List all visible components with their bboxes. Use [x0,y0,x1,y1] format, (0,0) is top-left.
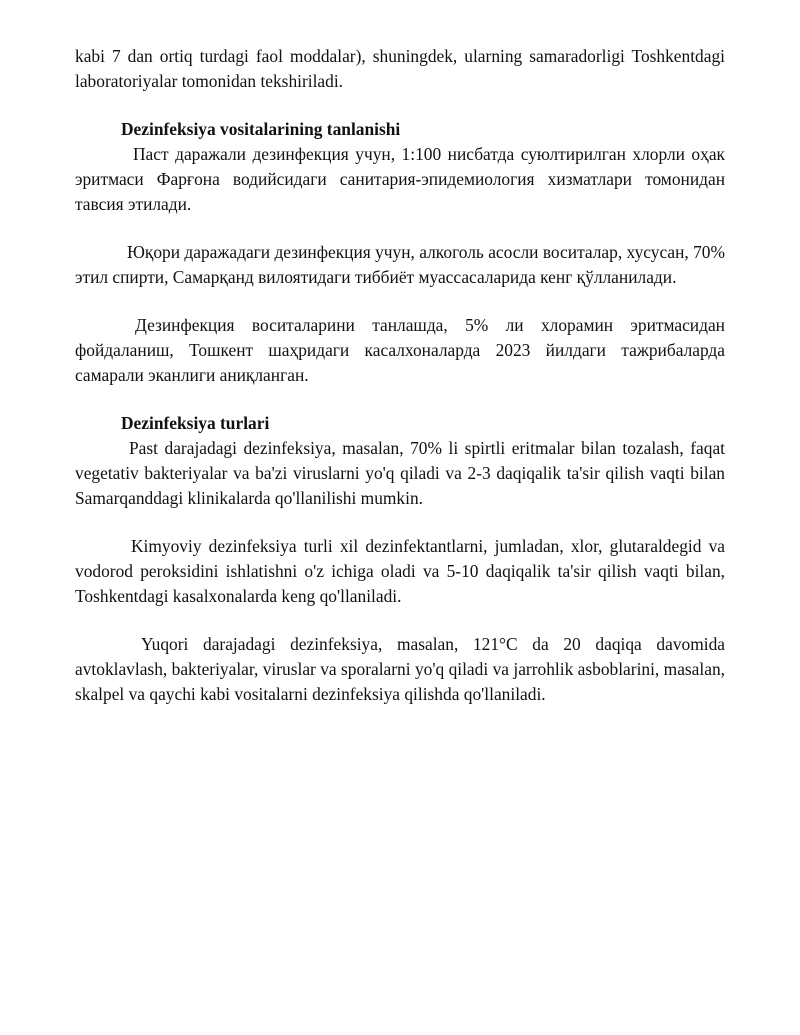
spacer [75,217,725,240]
section-heading-selection: Dezinfeksiya vositalarining tanlanishi [121,119,401,139]
paragraph-low-level-latin: Past darajadagi dezinfeksiya, masalan, 70% li spirtli eritmalar bilan tozalash, faqat vegetativ bakteriyalar va ba'zi viruslarni yo'q qiladi va 2-3 daqiqalik ta'sir qilish vaqti bilan Samarqanddagi klinikalarda qo'llanilishi mumkin. [75,438,725,508]
section-heading-types: Dezinfeksiya turlari [121,413,270,433]
paragraph-high-level-cyrillic: Юқори даражадаги дезинфекция учун, алкоголь асосли воситалар, хусусан, 70% этил спирти, Самарқанд вилоятидаги тиббиёт муассасаларида кенг қўлланилади. [75,242,725,287]
spacer [75,609,725,632]
spacer [75,388,725,411]
paragraph-chemical-latin: Kimyoviy dezinfeksiya turli xil dezinfektantlarni, jumladan, xlor, glutaraldegid va vodorod peroksidini ishlatishni o'z ichiga oladi va 5-10 daqiqalik ta'sir qilish vaqti bilan, Toshkentdagi kasalxonalarda keng qo'llaniladi. [75,536,725,606]
paragraph-chloramine-cyrillic: Дезинфекция воситаларини танлашда, 5% ли хлорамин эритмасидан фойдаланиш, Тошкент шаҳридаги касалхоналарда 2023 йилдаги тажрибаларда самарали эканлиги аниқланган. [75,315,725,385]
paragraph-low-level-cyrillic: Паст даражали дезинфекция учун, 1:100 нисбатда суюлтирилган хлорли оҳак эритмаси Фарғона водийсидаги санитария-эпидемиология хизматлари томонидан тавсия этилади. [75,144,725,214]
intro-paragraph: kabi 7 dan ortiq turdagi faol moddalar), shuningdek, ularning samaradorligi Toshkentdagi laboratoriyalar tomonidan tekshiriladi. [75,46,725,91]
spacer [75,290,725,313]
paragraph-high-level-latin: Yuqori darajadagi dezinfeksiya, masalan, 121°C da 20 daqiqa davomida avtoklavlash, bakteriyalar, viruslar va sporalarni yo'q qiladi va jarrohlik asboblarini, masalan, skalpel va qaychi kabi vositalarni dezinfeksiya qilishda qo'llaniladi. [75,634,725,704]
document-page [75,44,725,707]
spacer [75,511,725,534]
spacer [75,94,725,117]
